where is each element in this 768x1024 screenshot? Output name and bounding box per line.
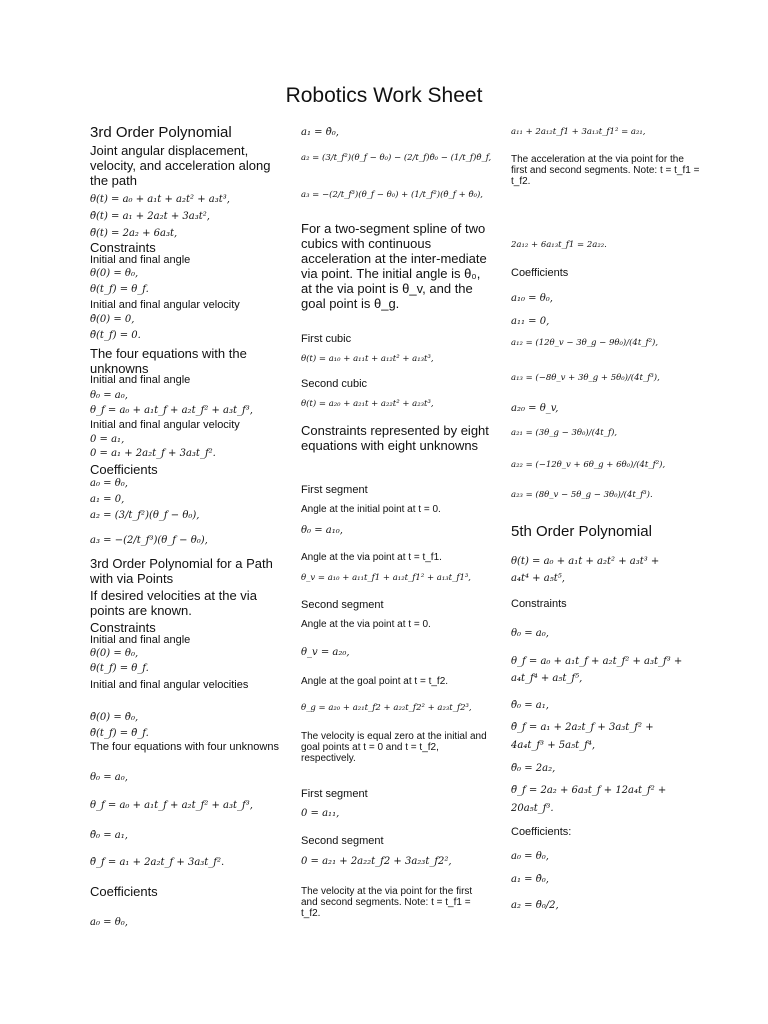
label: First cubic bbox=[301, 333, 352, 345]
subheading: 3rd Order Polynomial for a Path with via Points bbox=[90, 556, 273, 586]
label: Coefficients: bbox=[511, 826, 572, 838]
equation: θ_f = a₀ + a₁t_f + a₂t_f² + a₃t_f³, bbox=[90, 800, 253, 811]
equation: a₂ = (3/t_f²)(θ_f − θ₀) − (2/t_f)θ̇₀ − (1/t_f)θ̇_f, bbox=[301, 153, 492, 163]
label: Constraints bbox=[511, 598, 567, 610]
subheading: Constraints represented by eight equations with eight unknowns bbox=[301, 423, 489, 453]
equation: θ(t) = a₀ + a₁t + a₂t² + a₃t³, bbox=[90, 194, 230, 205]
note: Angle at the goal point at t = t_f2. bbox=[301, 676, 449, 687]
label: Coefficients bbox=[511, 267, 569, 279]
equation: a₁₀ = θ₀, bbox=[511, 293, 553, 304]
equation: θ(t) = a₀ + a₁t + a₂t² + a₃t³ + bbox=[511, 556, 660, 567]
equation: 0 = a₁, bbox=[90, 434, 125, 445]
equation: a₀ = θ₀, bbox=[90, 478, 128, 489]
section-heading: 5th Order Polynomial bbox=[511, 523, 652, 540]
equation: a₂ = θ̈₀/2, bbox=[511, 900, 559, 911]
note: The velocity is equal zero at the initial and goal points at t = 0 and t = t_f2, respectively. bbox=[301, 731, 487, 764]
equation: θ̈(t) = 2a₂ + 6a₃t, bbox=[90, 228, 178, 239]
equation: θ₀ = a₀, bbox=[90, 390, 128, 401]
equation: a₄t_f⁴ + a₅t_f⁵, bbox=[511, 673, 583, 684]
subheading: Joint angular displacement, velocity, and acceleration along the path bbox=[90, 143, 271, 188]
equation: θ(t_f) = θ_f. bbox=[90, 663, 149, 674]
subheading: The four equations with the unknowns bbox=[90, 346, 247, 376]
section-heading: 3rd Order Polynomial bbox=[90, 124, 232, 141]
equation: a₂₃ = (8θ_v − 5θ_g − 3θ₀)/(4t_f³). bbox=[511, 490, 653, 500]
note: Angle at the via point at t = 0. bbox=[301, 619, 431, 630]
equation: a₁ = 0, bbox=[90, 494, 125, 505]
label: First segment bbox=[301, 484, 368, 496]
equation: θ̇₀ = a₁, bbox=[90, 830, 128, 841]
equation: θ₀ = a₁₀, bbox=[301, 525, 343, 536]
subheading: If desired velocities at the via points are known. bbox=[90, 588, 257, 618]
label: Second segment bbox=[301, 835, 384, 847]
label: Initial and final angular velocities bbox=[90, 679, 249, 691]
note: Angle at the initial point at t = 0. bbox=[301, 504, 441, 515]
equation: a₁₂ = (12θ_v − 3θ_g − 9θ₀)/(4t_f²), bbox=[511, 338, 659, 348]
label: First segment bbox=[301, 788, 368, 800]
equation: θ_f = a₀ + a₁t_f + a₂t_f² + a₃t_f³, bbox=[90, 405, 253, 416]
label: Initial and final angle bbox=[90, 634, 191, 646]
equation: θ₀ = a₀, bbox=[90, 772, 128, 783]
label: Second cubic bbox=[301, 378, 368, 390]
equation: θ(0) = θ₀, bbox=[90, 648, 139, 659]
equation: a₁ = θ̇₀, bbox=[301, 127, 339, 138]
equation: a₃ = −(2/t_f³)(θ_f − θ₀) + (1/t_f²)(θ̇_f + θ̇₀), bbox=[301, 190, 483, 200]
equation: 4a₄t_f³ + 5a₅t_f⁴, bbox=[511, 740, 596, 751]
equation: a₁ = θ̇₀, bbox=[511, 874, 549, 885]
label: Initial and final angle bbox=[90, 374, 191, 386]
equation: θ_v = a₁₀ + a₁₁t_f1 + a₁₂t_f1² + a₁₃t_f1³, bbox=[301, 573, 471, 583]
equation: θ(t) = a₁₀ + a₁₁t + a₁₂t² + a₁₃t³, bbox=[301, 354, 434, 364]
equation: a₀ = θ₀, bbox=[511, 851, 549, 862]
note: The velocity at the via point for the first and second segments. Note: t = t_f1 = t_f2. bbox=[301, 886, 473, 919]
label: Initial and final angular velocity bbox=[90, 299, 240, 311]
equation: θ_f = a₀ + a₁t_f + a₂t_f² + a₃t_f³ + bbox=[511, 656, 683, 667]
equation: θ(t_f) = θ_f. bbox=[90, 284, 149, 295]
column-2 bbox=[301, 0, 492, 1024]
equation: θ̈_f = 2a₂ + 6a₃t_f + 12a₄t_f² + bbox=[511, 785, 667, 796]
subheading: Constraints bbox=[90, 620, 156, 635]
equation: a₂₀ = θ_v, bbox=[511, 403, 559, 414]
equation: a₂₂ = (−12θ_v + 6θ_g + 6θ₀)/(4t_f²), bbox=[511, 460, 666, 470]
label: The four equations with four unknowns bbox=[90, 741, 279, 753]
equation: θ_v = a₂₀, bbox=[301, 647, 350, 658]
subheading: Coefficients bbox=[90, 462, 158, 477]
equation: θ̇(t_f) = 0. bbox=[90, 330, 141, 341]
equation: 0 = a₁₁, bbox=[301, 808, 340, 819]
subheading: For a two-segment spline of two cubics with continuous acceleration at the inter-mediate via point. The initial angle is θ₀, at the via point is θ_v, and the goal point is θ_g. bbox=[301, 221, 487, 311]
equation: a₃ = −(2/t_f³)(θ_f − θ₀), bbox=[90, 535, 208, 546]
equation: a₁₃ = (−8θ_v + 3θ_g + 5θ₀)/(4t_f³), bbox=[511, 373, 660, 383]
equation: a₄t⁴ + a₅t⁵, bbox=[511, 573, 565, 584]
column-3 bbox=[511, 0, 701, 1024]
subheading: Coefficients bbox=[90, 884, 158, 899]
label: Initial and final angular velocity bbox=[90, 419, 240, 431]
equation: θ̇_f = a₁ + 2a₂t_f + 3a₃t_f² + bbox=[511, 722, 654, 733]
equation: θ̈₀ = 2a₂, bbox=[511, 763, 556, 774]
equation: θ̇(t) = a₁ + 2a₂t + 3a₃t², bbox=[90, 211, 210, 222]
label: Initial and final angle bbox=[90, 254, 191, 266]
equation: a₁₁ + 2a₁₂t_f1 + 3a₁₃t_f1² = a₂₁, bbox=[511, 127, 646, 137]
equation: a₀ = θ₀, bbox=[90, 917, 128, 928]
equation: 20a₅t_f³. bbox=[511, 803, 554, 814]
equation: a₁₁ = 0, bbox=[511, 316, 550, 327]
note: Angle at the via point at t = t_f1. bbox=[301, 552, 442, 563]
subheading: Constraints bbox=[90, 240, 156, 255]
label: Second segment bbox=[301, 599, 384, 611]
equation: θ̇₀ = a₁, bbox=[511, 700, 549, 711]
equation: θ̇(0) = 0, bbox=[90, 314, 135, 325]
equation: a₂ = (3/t_f²)(θ_f − θ₀), bbox=[90, 510, 200, 521]
equation: 2a₁₂ + 6a₁₃t_f1 = 2a₂₂. bbox=[511, 240, 607, 250]
equation: 0 = a₁ + 2a₂t_f + 3a₃t_f². bbox=[90, 448, 216, 459]
equation: θ(0) = θ₀, bbox=[90, 268, 139, 279]
equation: θ_g = a₂₀ + a₂₁t_f2 + a₂₂t_f2² + a₂₃t_f2³, bbox=[301, 703, 472, 713]
equation: a₂₁ = (3θ_g − 3θ₀)/(4t_f), bbox=[511, 428, 618, 438]
column-1 bbox=[90, 0, 280, 1024]
note: The acceleration at the via point for the first and second segments. Note: t = t_f1 = t_f2. bbox=[511, 154, 700, 187]
equation: θ̇_f = a₁ + 2a₂t_f + 3a₃t_f². bbox=[90, 857, 225, 868]
equation: θ₀ = a₀, bbox=[511, 628, 549, 639]
equation: θ(t) = a₂₀ + a₂₁t + a₂₂t² + a₂₃t³, bbox=[301, 399, 434, 409]
equation: 0 = a₂₁ + 2a₂₂t_f2 + 3a₂₃t_f2², bbox=[301, 856, 452, 867]
equation: θ̇(t_f) = θ̇_f. bbox=[90, 728, 149, 739]
equation: θ̇(0) = θ̇₀, bbox=[90, 712, 139, 723]
page-title: Robotics Work Sheet bbox=[285, 84, 483, 107]
